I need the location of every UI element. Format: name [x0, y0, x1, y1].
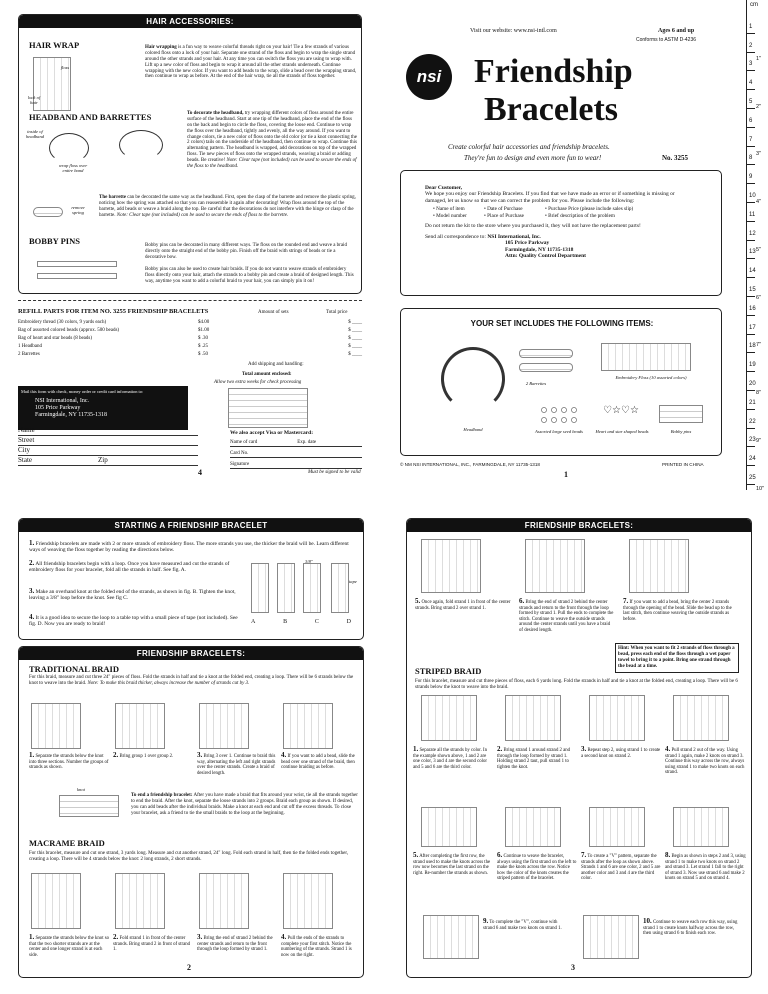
title-friendship: Friendship — [474, 53, 633, 90]
item-number: No. 3255 — [662, 154, 689, 162]
ruler-cm-label: 11 — [749, 211, 756, 218]
floss-image — [601, 343, 691, 371]
hint-box: Hint: When you want to fit 2 strands of floss through a bead, press each end of the floss through a wet paper towel to bring it to a point. Bring one strand through the bead at a time. — [615, 643, 739, 673]
headband-text — [187, 111, 357, 170]
headband-note: Note: Clear tape (not included) can be used to secure the ends of the floss to the headband. — [187, 158, 357, 170]
macrame-fig-6 — [525, 539, 585, 593]
ruler-tick — [747, 183, 755, 184]
hair-accessories-panel — [18, 14, 362, 294]
ruler-tick — [747, 221, 755, 222]
printed-in: PRINTED IN CHINA — [662, 462, 704, 467]
striped-step-9: 9. To complete the "V", continue with strand 6 and make two knots on strand 1. — [483, 917, 562, 931]
ruler-cm-label: 8 — [749, 155, 753, 162]
barrette-note: Note: Clear tape (not included) can be used to secure the ends of floss to the barrette. — [116, 212, 289, 218]
page-number-2: 2 — [187, 963, 191, 972]
ruler-inch-label: 9" — [756, 437, 762, 444]
bobby-pins-text-2: Bobby pins can also be used to create hair braids. If you do not want to weave strands of embroidery floss directly onto your hair, attach the strands to a bobby pin and create a braid of designed length. This way, anytime you want to add a colorful braid to your hair, you can simply pin it on! — [145, 267, 354, 284]
ruler-tick — [747, 89, 755, 90]
bobby-pins-caption: Bobby pins — [670, 429, 692, 434]
ruler-cm-label: 16 — [749, 305, 756, 312]
measure-label: 3/8" — [305, 559, 313, 564]
striped-step-6: 6. Continue to weave the bracelet, always using the first strand on the left to make the knots across the row. Notice how the color of the knots creates the striped pattern of the bracelet. — [497, 851, 577, 882]
mail-box — [18, 386, 188, 430]
letter-return-note: Do not return the kit to the store where you purchased it, they will not have the replacement parts! — [425, 223, 641, 230]
striped-fig-6 — [505, 807, 561, 847]
striped-fig-9 — [423, 915, 479, 959]
barrettes-caption: 2 Barrettes — [525, 381, 547, 386]
ruler-tick — [747, 127, 755, 128]
trad-step-3: 3. Bring 3 over 1. Continue to braid this way, alternating the left and right strands over the center strands. Create a braid of desired length. — [197, 751, 276, 776]
figure-b — [277, 563, 295, 613]
inside-headband-label: inside of headband — [25, 129, 45, 140]
headband-title: HEADBAND AND BARRETTES — [29, 112, 152, 122]
ruler-cm-label: 23 — [749, 437, 756, 444]
ruler-inch-label: 7" — [756, 342, 762, 349]
trad-fig-2 — [115, 703, 165, 749]
macrame-title: MACRAME BRAID — [29, 838, 105, 848]
start-step-2: 2. All friendship bracelets begin with a loop. Once you have measured and cut the strands of embroidery floss for your bracelet, fold all the strands in half. See fig. A. — [29, 559, 230, 574]
ruler-cm-label: 7 — [749, 136, 753, 143]
macrame-fig-1 — [31, 873, 81, 929]
bobby-pins-image — [659, 405, 703, 423]
mail-address-3: Farmingdale, NY 11735-1318 — [35, 412, 108, 419]
striped-fig-3 — [589, 695, 645, 741]
remove-spring-label: remove spring — [71, 205, 85, 216]
start-step-1: 1. Friendship bracelets are made with 2 or more strands of embroidery floss. The more strands you use, the thicker the braid will be. Learn different ways of weaving the floss together by reading the directions below. — [29, 539, 349, 554]
ruler-tick — [747, 164, 755, 165]
lock-of-hair-label: lock of hair — [27, 95, 41, 106]
city-field[interactable]: City — [18, 446, 198, 456]
visa-note: We also accept Visa or Mastercard: — [230, 430, 314, 436]
ruler-inch-label: 10" — [756, 485, 765, 492]
trad-step-1: 1. Separate the strands below the knot into three sections. Number the groups of strands as shown. — [29, 751, 109, 771]
headband-illustration — [49, 133, 89, 163]
street-field[interactable]: Street — [18, 436, 198, 446]
ruler-cm-label: 3 — [749, 61, 753, 68]
striped-step-1: 1. Separate all the strands by color. In the example shown above, 1 and 2 are one color, 3 and 4 are the second color and 5 and 6 are the third color. — [413, 745, 487, 770]
knot-label: knot — [77, 787, 85, 792]
heart-star-caption: Heart and star shaped beads — [595, 429, 649, 434]
ruler-inch-label: 8" — [756, 390, 762, 397]
ruler-cm-label: 1 — [749, 23, 753, 30]
mail-instructions: Mail this form with check, money order or credit card information to: — [21, 389, 144, 394]
macrame-fig-3 — [199, 873, 249, 929]
ruler-cm-label: 15 — [749, 287, 756, 293]
refill-row: 1 Headband $ .25 $ ____ — [18, 344, 362, 349]
refill-row: Bag of heart and star beads (8 beads) $ .30 $ ____ — [18, 336, 362, 341]
ruler-cm-label: 4 — [749, 80, 753, 87]
heart-star-beads-image: ♡☆♡☆ — [603, 405, 639, 416]
ruler-cm-label: 5 — [749, 99, 753, 105]
set-contents — [400, 308, 722, 456]
macrame-fig-4 — [283, 873, 333, 929]
wrap-floss-label: wrap floss over entire band — [58, 163, 88, 174]
refill-row: Embroidery thread (30 colors, 9 yards each) $4.00 $ ____ — [18, 320, 362, 325]
ruler-tick — [747, 277, 755, 278]
card-number-field[interactable]: Card No. — [230, 451, 362, 458]
ruler-tick — [747, 70, 755, 71]
ruler-cm-label: 22 — [749, 418, 756, 425]
headband-illustration-2 — [119, 130, 163, 160]
finish-text: To end a friendship bracelet: After you have made a braid that fits around your wrist, tie all the strands together to end the braid. After the knot, separate the loose strands into 2 groups. Braid each group as shown. If desired, you can add beads after the individual braids. Make a knot at each end and cut off the excess threads. To close your bracelet, ask a friend to tie the small braids to the loop at the beginning. — [131, 793, 358, 816]
ruler-inch-label: 3" — [756, 151, 762, 158]
striped-fig-10 — [583, 915, 639, 959]
ruler-tick — [747, 409, 755, 410]
bobby-pin-illustration-2 — [37, 273, 117, 279]
conforms: Conforms to ASTM D-4236 — [636, 37, 697, 43]
ruler-tick — [747, 146, 755, 147]
macrame-fig-5 — [421, 539, 481, 593]
trad-fig-4 — [283, 703, 333, 749]
cover-page — [400, 18, 746, 488]
ruler-tick — [747, 371, 755, 372]
striped-fig-4 — [673, 695, 729, 741]
refill-title: REFILL PARTS FOR ITEM NO. 3255 FRIENDSHIP BRACELETS — [18, 308, 209, 315]
figure-a — [251, 563, 269, 613]
headband-lead: To decorate the headband, — [187, 111, 244, 116]
hair-wrap-lead: Hair wrapping — [145, 45, 177, 50]
ruler-tick — [747, 258, 755, 259]
ruler-inch-label: 5" — [756, 246, 762, 253]
page-number-4: 4 — [198, 468, 202, 477]
signature-field[interactable]: Signature — [230, 462, 362, 469]
page-number-3: 3 — [571, 963, 575, 972]
state-zip-field[interactable]: State Zip — [18, 456, 198, 466]
customer-letter — [400, 170, 722, 296]
ruler-tick — [747, 334, 755, 335]
striped-step-8: 8. Begin as shown in steps 2 and 3, using strand 1 to make two knots on strand 2 and strand 3. Let strand 1 fall to the right of strand 3. Now use strand 6 and make 2 knots on strand 5 and on strand 4. — [665, 851, 746, 882]
traditional-intro: For this braid, measure and cut three 24" pieces of floss. Fold the strands in half and tie a knot at the folded end, creating a loop. There will be 6 strands below the knot to weave into the braid. Note: To make this braid thicker, always increase the number of strands cut by 3. — [29, 675, 354, 686]
striped-fig-7 — [589, 807, 645, 847]
letter-greeting: Dear Customer, — [425, 185, 462, 191]
macrame-step-2: 2. Fold strand 1 in front of the center strands. Bring strand 2 in front of strand 1. — [113, 933, 191, 953]
trad-fig-1 — [31, 703, 81, 749]
barrette-body: can be decorated the same way as the headband. First, open the clasp of the barrette and remove the plastic spring, noticing how the spring was attached so that you can reassemble it again after decorating! Wrap floss around the top of the barrette, add beads or weave a braid along the top. Be careful that the decorations do not interfere with the hinge or clasp of the barrette. — [99, 195, 356, 218]
ruler-tick — [747, 202, 755, 203]
ruler-inch-label: 6" — [756, 294, 762, 301]
ruler-cm-label: 18 — [749, 343, 756, 350]
cont-step-6: 6. Bring the end of strand 2 behind the center strands and return to the front through the loop formed by strand 1. Pull the ends to complete the stitch. Continue to weave the outside strands around the center strands until you have a braid of desired length. — [519, 597, 614, 633]
copyright: © NM NSI INTERNATIONAL, INC., FARMINGDALE, NY 11735-1318 — [400, 462, 540, 467]
ruler-tick — [747, 296, 755, 297]
page-number-1: 1 — [564, 470, 568, 479]
barrettes-image — [519, 349, 573, 358]
letter-attn: Attn: Quality Control Department — [505, 253, 587, 260]
website[interactable]: Visit our website: www.nsi-intl.com — [470, 28, 557, 34]
shipping-label: Add shipping and handling: — [248, 362, 304, 367]
ruler-tick — [747, 484, 755, 485]
trad-fig-3 — [199, 703, 249, 749]
hair-wrap-title: HAIR WRAP — [29, 40, 80, 50]
start-step-4: 4. It is a good idea to secure the loop to a table top with a small piece of tape (not included). See fig. D. Now you are ready to braid! — [29, 613, 238, 628]
floss-caption: Embroidery Floss (10 assorted colors) — [615, 375, 687, 380]
ages: Ages 6 and up — [658, 28, 695, 34]
hair-wrap-body: is a fun way to weave colorful threads right on your hair! Tie a few strands of various colored floss onto a lock of your hair. Separate one strand of the floss and begin to wrap the single strand around the other strands and your hair. At any time you can switch the floss you are using to wrap with. Lift up a new color of floss and begin to wrap it around all the other strands underneath. Continue wrapping with the new color. If you want to add beads to the wrap, slide a bead over the wrapping strand, then continue to wrap as before. At the end of the hair wrap, tie all the strands of floss together. — [145, 45, 357, 80]
bobby-pins-title: BOBBY PINS — [29, 236, 80, 246]
measuring-ruler — [746, 0, 768, 490]
striped-title: STRIPED BRAID — [415, 666, 482, 676]
ruler-tick — [747, 465, 755, 466]
macrame-fig-7 — [629, 539, 689, 593]
refill-items — [18, 320, 362, 360]
striped-fig-8 — [673, 807, 729, 847]
striped-step-5: 5. After completing the first row, the strand used to make the knots across the row now becomes the last strand on the right. Re-number the strands as shown. — [413, 851, 491, 876]
refill-row: 2 Barrettes $ .50 $ ____ — [18, 352, 362, 357]
barrette-lead: The barrette — [99, 195, 126, 200]
figure-c — [303, 563, 321, 613]
subtitle-1: Create colorful hair accessories and friendship bracelets. — [448, 143, 610, 151]
bobby-pin-illustration — [37, 261, 117, 267]
barrette-text — [99, 195, 357, 219]
mail-address-2: 105 Price Parkway — [35, 405, 81, 412]
figure-labels: A B C D — [251, 619, 351, 625]
ruler-cm-label: 14 — [749, 268, 756, 275]
starting-bracelet-panel — [18, 518, 364, 640]
letter-address-2: Farmingdale, NY 11735-1318 — [505, 246, 574, 253]
ruler-tick — [747, 52, 755, 53]
traditional-title: TRADITIONAL BRAID — [29, 664, 119, 674]
ruler-tick — [747, 33, 755, 34]
start-step-3: 3. Make an overhand knot at the folded end of the strands, as shown in fig. B. Tighten the knot, leaving a 3/8" loop before the knot. See fig C. — [29, 587, 236, 602]
striped-step-3: 3. Repeat step 2, using strand 1 to create a second knot on strand 2. — [581, 745, 661, 759]
letter-address-1: 105 Price Parkway — [505, 240, 550, 247]
ruler-tick — [747, 240, 755, 241]
bracelets-continued-panel — [406, 518, 752, 978]
card-name-field[interactable]: Name of card Exp. date — [230, 440, 362, 447]
letter-send: Send all correspondence to: NSI International, Inc. — [425, 233, 541, 240]
ruler-cm-label: 13 — [749, 249, 756, 256]
letter-body: We hope you enjoy our Friendship Bracelets. If you find that we have made an error or if something is missing or damaged, let us know so that we can correct the problem for you. Please include the following: — [425, 191, 675, 204]
hair-accessories-header: HAIR ACCESSORIES: — [19, 15, 361, 28]
macrame-step-3: 3. Bring the end of strand 2 behind the center strands and return to the front through the loop formed by strand 1. — [197, 933, 273, 953]
ruler-cm-label: 17 — [749, 324, 756, 331]
friendship-bracelets-header-right: FRIENDSHIP BRACELETS: — [407, 519, 751, 532]
striped-fig-2 — [505, 695, 561, 741]
letter-list: • Name of item • Date of Purchase • Purchase Price (please include sales slip) • Model number • Place of Purchase • Brief description of the problem — [433, 206, 634, 220]
end-bracelet-fig — [59, 795, 119, 817]
refill-row: Bag of assorted colored beads (approx. 500 beads) $1.00 $ ____ — [18, 328, 362, 333]
friendship-bracelets-header-left: FRIENDSHIP BRACELETS: — [19, 647, 363, 660]
ruler-tick — [747, 446, 755, 447]
hair-wrap-text — [145, 45, 357, 80]
ruler-inch-label: 4" — [756, 199, 762, 205]
macrame-step-1: 1. Separate the strands below the knot so that the two shorter strands are at the center and one longer strand is at each side. — [29, 933, 109, 958]
trad-step-4: 4. If you want to add a bead, slide the bead over one strand of the braid, then continue braiding as before. — [281, 751, 355, 771]
ruler-cm-label: 2 — [749, 42, 753, 49]
total-enclosed-label: Total amount enclosed: — [242, 372, 292, 377]
macrame-step-4: 4. Pull the ends of the strands to complete your first stitch. Notice the numbering of the strands. Strand 1 is now on the right. — [281, 933, 352, 958]
mail-address-1: NSI International, Inc. — [35, 398, 89, 405]
traditional-macrame-panel — [18, 646, 364, 978]
ruler-cm-label: 6 — [749, 117, 753, 124]
ruler-inch-label: 2" — [756, 103, 762, 110]
subtitle-2: They're fun to design and even more fun to wear! — [464, 154, 602, 162]
nsi-logo: nsi — [406, 54, 452, 100]
seed-beads-caption: Assorted large seed beads — [535, 429, 583, 434]
barrette-illustration — [33, 207, 63, 217]
ruler-cm-label: 9 — [749, 174, 753, 181]
figure-d — [331, 563, 349, 613]
ruler-cm-label: 21 — [749, 399, 756, 406]
ruler-cm-label: 25 — [749, 475, 756, 481]
title-bracelets: Bracelets — [484, 91, 619, 128]
tape-label: tape — [349, 579, 357, 584]
ruler-cm-label: 12 — [749, 230, 756, 237]
ruler-inch-label: 1" — [756, 55, 762, 62]
striped-intro: For this bracelet, measure and cut three pieces of floss, each 6 yards long. Fold the strands in half and tie a knot at the folded end, creating a loop. There will be 6 strands below the knot to weave into the braid. — [415, 679, 738, 690]
barrettes-image-2 — [519, 363, 573, 372]
macrame-intro: For this bracelet, measure and cut one strand, 3 yards long. Measure and cut another strand, 24" long. Fold each strand in half, then tie the folded ends together, creating a loop. There will be 4 strands below the knot: 2 long strands, 2 short strands. — [29, 851, 349, 862]
cont-step-5: 5. Once again, fold strand 1 in front of the center strands. Bring strand 2 over strand 1. — [415, 597, 511, 611]
seed-beads-image — [539, 405, 579, 425]
ruler-tick — [747, 352, 755, 353]
headband-body: try wrapping different colors of floss around the entire surface of the headband. Start at one tip of the headband, place the end of the floss on the back and begin to circle the floss, covering the loose end. Continue to wrap the floss over the headband, tightly and evenly, all the way around. If you want to change colors, tie a new color of floss onto the old color (or tie a knot connecting the 2 colors) tails on the underside of the headband, then continue to wrap. Continue this alternating pattern. The headband is wrapped, add decorations on top of the wrapped floss. Tie new pieces of floss onto the wrapped strands, weaving a braid or adding beads. Be creative! — [187, 111, 357, 164]
macrame-fig-2 — [115, 873, 165, 929]
address-fields — [18, 426, 198, 466]
ruler-cm-label: 20 — [749, 381, 756, 387]
ruler-tick — [747, 108, 755, 109]
set-contents-title: YOUR SET INCLUDES THE FOLLOWING ITEMS: — [470, 319, 654, 328]
striped-step-7: 7. To create a "V" pattern, separate the strands after the loop as shown above. Strands 1 and 6 are one color, 2 and 5 are another color and 3 and 4 are the third color. — [581, 851, 661, 882]
starting-header: STARTING A FRIENDSHIP BRACELET — [19, 519, 363, 532]
ruler-cm-label: 19 — [749, 362, 756, 369]
ruler-tick — [747, 390, 755, 391]
refill-order-form — [18, 300, 362, 480]
striped-step-2: 2. Bring strand 1 around strand 2 and through the loop formed by strand 1. Holding strand 2 taut, pull strand 1 to tighten the knot. — [497, 745, 571, 770]
ruler-unit: cm — [750, 2, 758, 8]
total-header: Total price — [326, 310, 348, 315]
shipping-table — [228, 388, 308, 428]
floss-label: floss — [60, 65, 70, 70]
amount-header: Amount of sets — [258, 310, 289, 315]
ruler-cm-label: 10 — [749, 193, 756, 199]
headband-image — [441, 347, 505, 411]
bobby-pins-text-1: Bobby pins can be decorated in many different ways. Tie floss on the rounded end and weave a braid directly onto the straight end of the bobby pin. Finish off the braid with strings of beads or tie a decorative bow. — [145, 243, 347, 260]
ruler-tick — [747, 428, 755, 429]
ruler-cm-label: 24 — [749, 456, 756, 463]
striped-fig-5 — [421, 807, 477, 847]
headband-caption: Headband — [463, 427, 483, 432]
name-field[interactable]: Name — [18, 426, 198, 436]
ruler-tick — [747, 315, 755, 316]
allow-note: Allow two extra weeks for check processing — [214, 380, 302, 385]
striped-fig-1 — [421, 695, 477, 741]
striped-step-4: 4. Pull strand 2 out of the way. Using strand 1 again, make 2 knots on strand 3. Continue this way across the row, always using strand 1 to make two knots on each strand. — [665, 745, 745, 776]
must-sign-note: Must be signed to be valid — [308, 470, 361, 475]
trad-step-2: 2. Bring group 1 over group 2. — [113, 751, 174, 759]
cont-step-7: 7. If you want to add a bead, bring the center 2 strands through the opening of the bead. Slide the bead up to the last stitch, then continue weaving the outside strands as before. — [623, 597, 732, 622]
striped-step-10: 10. Continue to weave each row this way, using strand 1 to create knots halfway across the row, then using strand 6 to finish each row. — [643, 917, 738, 937]
